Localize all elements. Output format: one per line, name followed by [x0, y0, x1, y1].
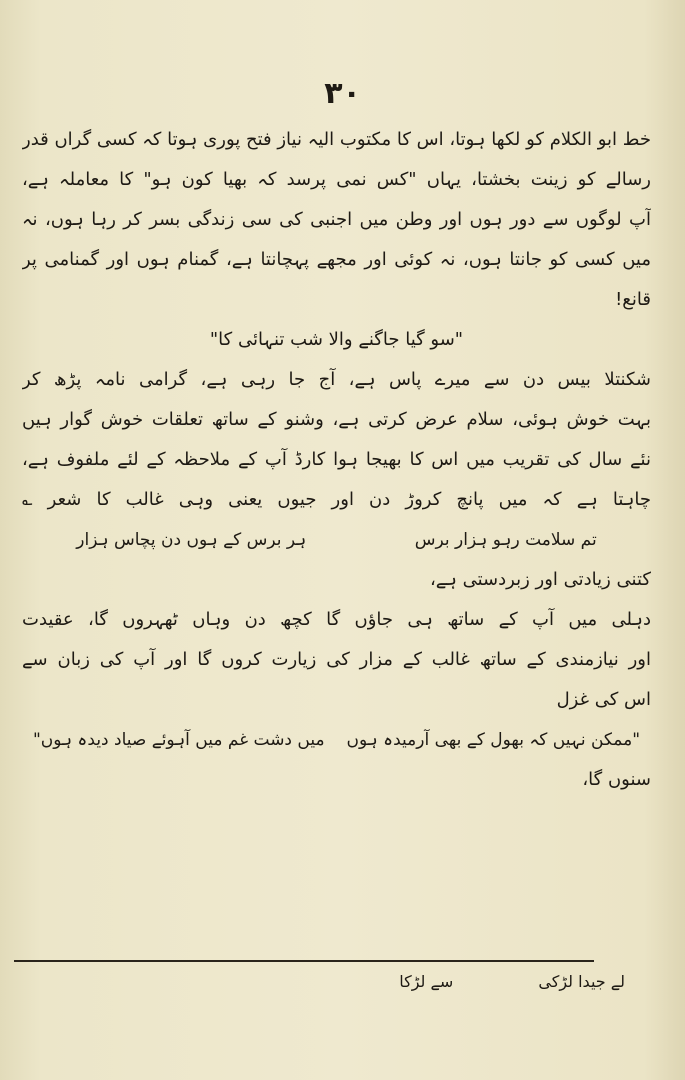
- text-line: اور نیازمندی کے ساتھ غالب کے مزار کی زیارت کروں گا اور آپ کی زبان سے: [22, 649, 651, 670]
- couplet-ghalib: [22, 520, 651, 560]
- text-line: میں کسی کو جانتا ہوں، نہ کوئی اور مجھے پہچانتا ہے، گمنام ہوں اور گمنامی پر: [22, 249, 651, 270]
- footnote-1: لے جیدا لڑکی: [538, 972, 625, 991]
- couplet-ghazal: [22, 720, 651, 760]
- letter-body: [22, 120, 651, 800]
- text-line: نئے سال کی تقریب میں اس کا بھیجا ہوا کارڈ آپ کے ملاحظہ کے لئے ملفوف ہے،: [22, 449, 651, 470]
- text-line: رسالے کو زینت بخشتا، یہاں "کس نمی پرسد کہ بھیا کون ہو" کا معاملہ ہے،: [22, 169, 651, 190]
- couplet-first-hemistich: تم سلامت رہو ہزار برس: [414, 530, 597, 550]
- text-line: خط ابو الکلام کو لکھا ہوتا، اس کا مکتوب الیہ نیاز فتح پوری ہوتا کہ کسی گراں قدر: [22, 129, 651, 150]
- text-line: قانع!: [615, 289, 651, 310]
- text-line: کتنی زیادتی اور زبردستی ہے،: [430, 569, 651, 590]
- text-line: دہلی میں آپ کے ساتھ ہی جاؤں گا کچھ دن وہاں ٹھہروں گا، عقیدت: [22, 609, 651, 630]
- footnote-2: سے لڑکا: [399, 972, 454, 991]
- footnotes: [319, 972, 625, 991]
- couplet-second-hemistich: میں دشت غم میں آہوئے صیاد دیدہ ہوں": [32, 730, 325, 750]
- closing-line: سنوں گا،: [582, 769, 651, 790]
- text-line: شکنتلا بیس دن سے میرے پاس ہے، آج جا رہی ہے، گرامی نامہ پڑھ کر: [22, 369, 651, 390]
- footnote-divider: [14, 960, 594, 962]
- text-line: آپ لوگوں سے دور ہوں اور وطن میں اجنبی کی سی زندگی بسر کر رہا ہوں، نہ: [22, 209, 651, 230]
- text-line: چاہتا ہے کہ میں پانچ کروڑ دن اور جیوں یعنی وہی غالب کا شعر ؎: [22, 489, 651, 510]
- text-line: بہت خوش ہوئی، سلام عرض کرتی ہے، وشنو کے ساتھ تعلقات خوش گوار ہیں: [22, 409, 651, 430]
- verse-quote: "سو گیا جاگنے والا شب تنہائی کا": [209, 329, 464, 350]
- page-number: ۳۰: [324, 76, 361, 111]
- couplet-second-hemistich: ہر برس کے ہوں دن پچاس ہزار: [76, 530, 307, 550]
- couplet-first-hemistich: "ممکن نہیں کہ بھول کے بھی آرمیدہ ہوں: [346, 730, 641, 750]
- text-line: اس کی غزل: [556, 689, 651, 710]
